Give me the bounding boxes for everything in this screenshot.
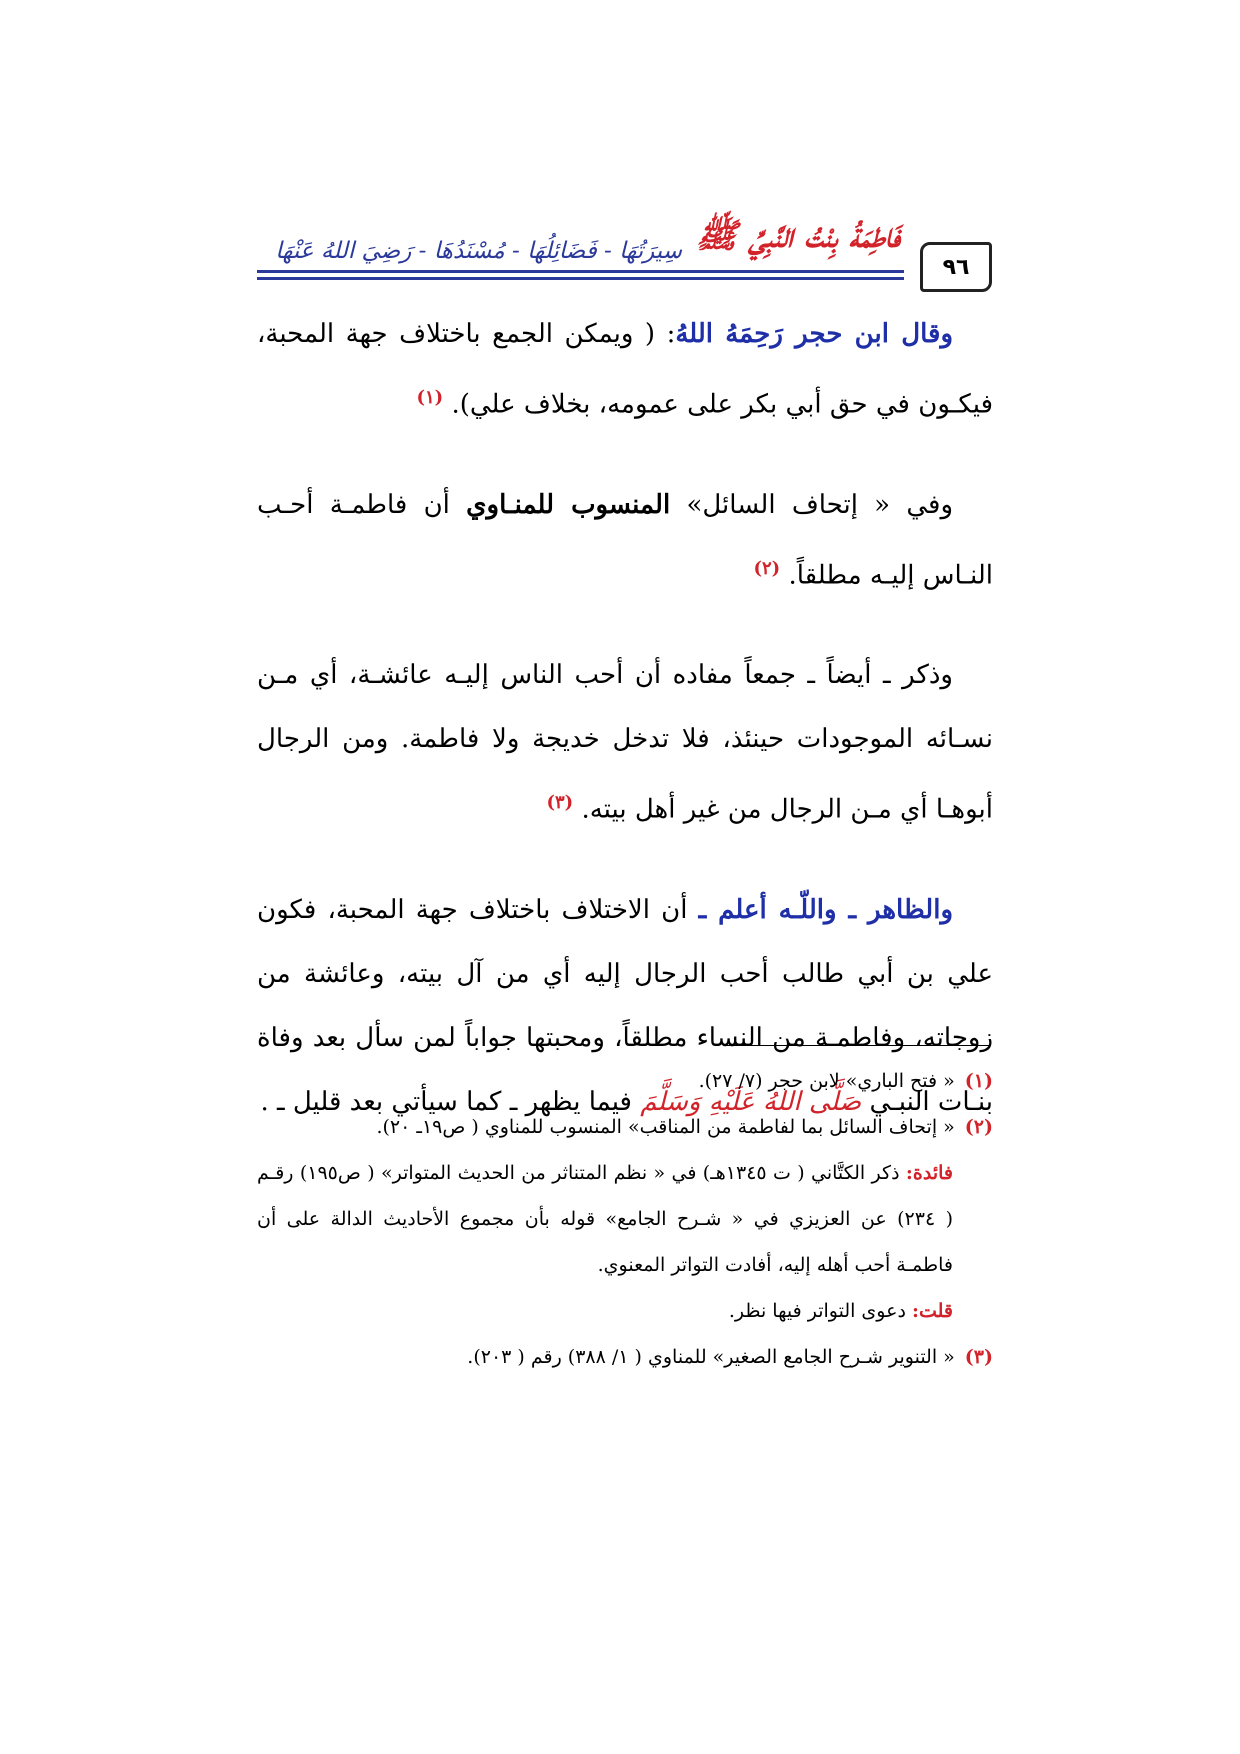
paragraph-2 bbox=[257, 473, 993, 608]
footnote-ref-1[interactable]: (١) bbox=[416, 387, 444, 408]
footnote-text: « إتحاف السائل بما لفاطمة من المناقب» المنسوب للمناوي ( ص١٩ـ ٢٠). bbox=[376, 1116, 955, 1138]
paragraph-text: أن فاطمـة أحـب النـاس إليـه مطلقاً. bbox=[257, 489, 993, 591]
header-rule-bottom bbox=[257, 277, 904, 280]
paragraph-text: وفي « إتحاف السائل» bbox=[670, 489, 954, 520]
paragraph-text: وذكر ـ أيضاً ـ جمعاً مفاده أن أحب الناس إليـه عائشـة، أي مـن نسـائه الموجودات حينئذ، فلا تدخل خديجة ولا فاطمة. ومن الرجال أبوهـا أي مـن الرجال من غير أهل بيته. bbox=[257, 660, 993, 825]
note-text: دعوى التواتر فيها نظر. bbox=[728, 1300, 912, 1322]
footnote-text: « فتح الباري» لابن حجر (٧/ ٢٧). bbox=[698, 1070, 955, 1092]
paragraph-text: أن الاختلاف باختلاف جهة المحبة، فكون علي بن أبي طالب أحب الرجال إليه أي من آل بيته، وعائشة من زوجاته، وفاطمـة من النساء مطلقاً، ومحبتها جواباً لمن سأل بعد وفاة بنـات النبـي bbox=[257, 894, 993, 1117]
bold-phrase: المنسوب للمنـاوي bbox=[466, 489, 671, 520]
footnote-number: (١) bbox=[964, 1070, 993, 1092]
salawat-glyph: صَلَّى اللهُ عَلَيْهِ وَسَلَّمَ bbox=[640, 1086, 862, 1117]
footnote-divider bbox=[727, 1045, 990, 1046]
footnote-3 bbox=[257, 1334, 993, 1380]
page-number: ٩٦ bbox=[920, 242, 992, 292]
main-text bbox=[257, 302, 993, 1134]
footnote-number: (٢) bbox=[964, 1116, 993, 1138]
paragraph-text: فيما يظهر ـ كما سيأتي بعد قليل ـ . bbox=[260, 1086, 641, 1117]
bold-phrase: والظاهر ـ واللّـه أعلم ـ bbox=[698, 894, 954, 925]
paragraph-3 bbox=[257, 643, 993, 842]
footnote-ref-3[interactable]: (٣) bbox=[546, 792, 574, 814]
running-title bbox=[275, 206, 900, 264]
footnote-number: (٣) bbox=[964, 1346, 993, 1368]
note-label: فائدة: bbox=[905, 1162, 954, 1184]
footnote-note-benefit bbox=[257, 1150, 993, 1288]
book-subtitle: سِيرَتُهَا - فَضَائِلُهَا - مُسْنَدُهَا - رَضِيَ اللهُ عَنْهَا bbox=[275, 238, 682, 264]
footnote-note-comment bbox=[257, 1288, 993, 1334]
footnote-2 bbox=[257, 1104, 993, 1150]
paragraph-text: : ( ويمكن الجمع باختلاف جهة المحبة، فيكـون في حق أبي بكر على عمومه، بخلاف علي). bbox=[257, 319, 993, 420]
note-label: قلت: bbox=[911, 1300, 953, 1322]
footnote-text: « التنوير شـرح الجامع الصغير» للمناوي ( ١/ ٣٨٨) رقم ( ٢٠٣). bbox=[467, 1346, 955, 1368]
note-text: ذكر الكتَّاني ( ت ١٣٤٥هـ) في « نظم المتناثر من الحديث المتواتر» ( ص١٩٥) رقـم ( ٢٣٤) عن العزيزي في « شـرح الجامع» قوله بأن مجموع الأحاديث الدالة على أن فاطمـة أحب أهله إليه، أفادت التواتر المعنوي. bbox=[257, 1162, 954, 1276]
footnote-ref-2[interactable]: (٢) bbox=[753, 557, 781, 579]
paragraph-1 bbox=[257, 302, 993, 437]
book-title: فَاطِمَةُ بِنْتُ النَّبِيِّ ﷺ bbox=[696, 216, 900, 256]
footnote-1 bbox=[257, 1058, 993, 1104]
header-rule-top bbox=[257, 270, 904, 273]
footnotes bbox=[257, 1058, 993, 1380]
speaker-name: وقال ابن حجر رَحِمَهُ اللهُ bbox=[675, 319, 954, 349]
